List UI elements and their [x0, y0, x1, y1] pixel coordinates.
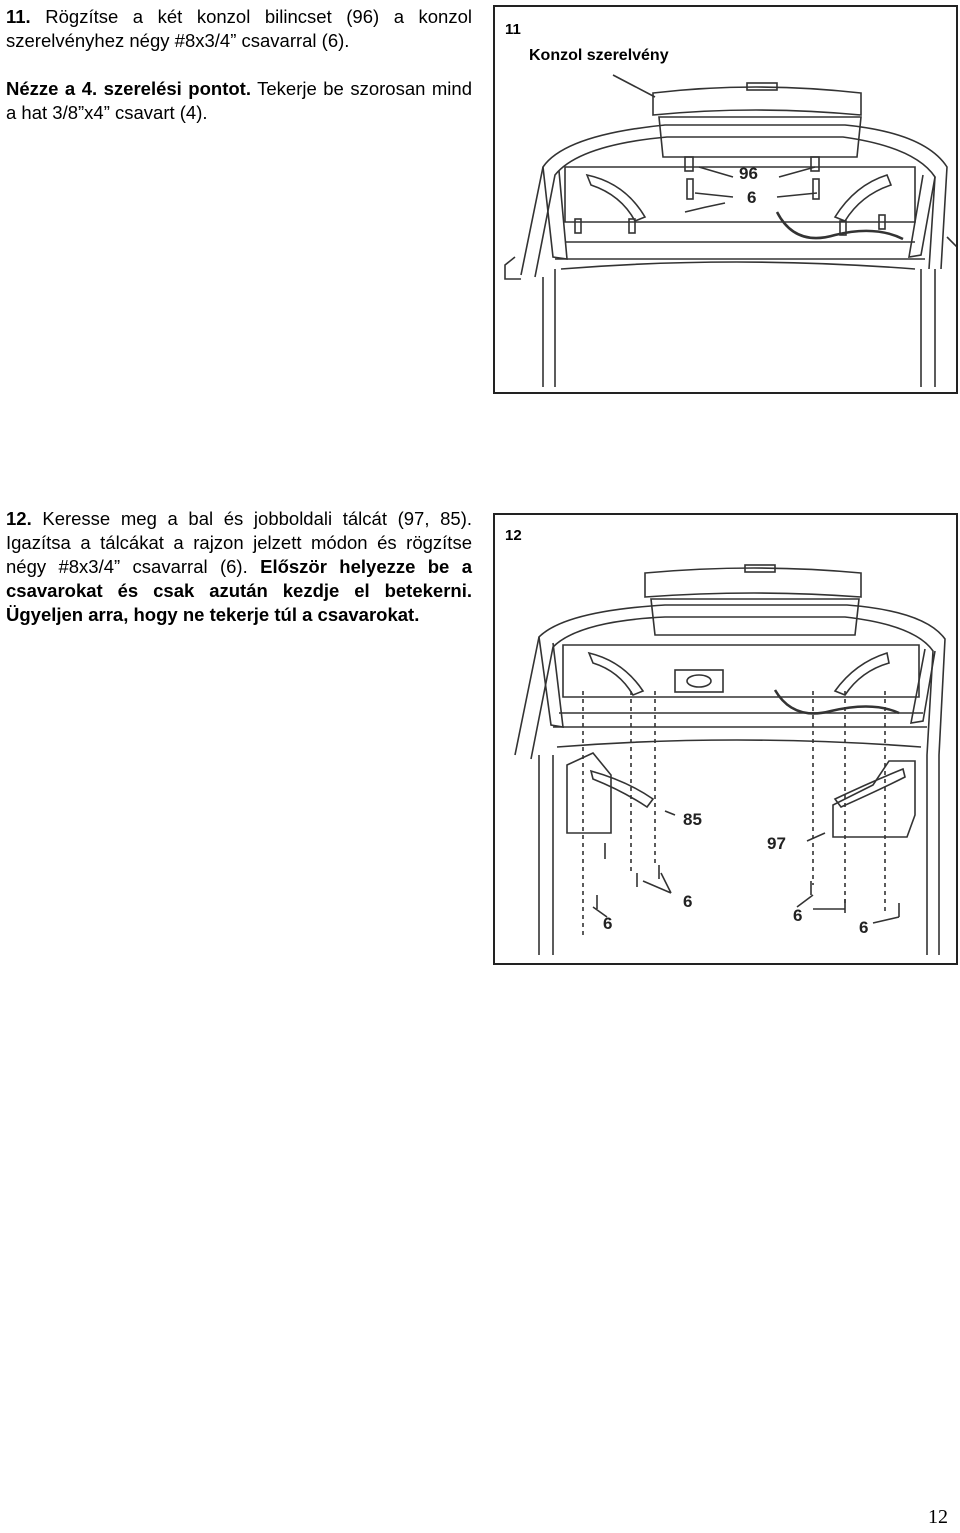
step-11-instruction: Rögzítse a két konzol bilincset (96) a konzol szerelvényhez négy #8x3/4” csavarral (6). [6, 6, 472, 51]
figure-11-label: 11 [505, 21, 521, 38]
page-number: 12 [928, 1506, 948, 1528]
figure-12 [493, 513, 958, 965]
step-11-see-reference: Nézze a 4. szerelési pontot. [6, 78, 251, 99]
step-11-text [6, 5, 472, 125]
callout-6b: 6 [603, 914, 613, 933]
callout-97: 97 [767, 834, 786, 853]
step-12-instruction: Keresse meg a bal és jobboldali tálcát (97, 85). Igazítsa a tálcákat a rajzon jelzett módon és rögzítse négy #8x3/4” csavarral (6). [6, 508, 472, 577]
callout-6d: 6 [859, 918, 869, 937]
callout-96: 96 [739, 164, 758, 183]
step-12-warning: Először helyezze be a csavarokat és csak azután kezdje el betekerni. Ügyeljen arra, hogy ne tekerje túl a csavarokat. [6, 556, 473, 625]
trays-illustration [495, 515, 956, 963]
callout-6a: 6 [683, 892, 693, 911]
callout-6: 6 [747, 188, 757, 207]
callout-85: 85 [683, 810, 702, 829]
figure-11-caption: Konzol szerelvény [529, 47, 669, 64]
figure-12-label: 12 [505, 527, 522, 544]
step-12-text [6, 507, 472, 627]
figure-11 [493, 5, 958, 394]
callout-6c: 6 [793, 906, 803, 925]
step-12-number: 12. [6, 508, 32, 529]
step-11-number: 11. [6, 6, 31, 27]
step-11-tighten-instruction: Tekerje be szorosan mind a hat 3/8”x4” csavart (4). [6, 78, 472, 123]
console-assembly-illustration [495, 7, 956, 392]
